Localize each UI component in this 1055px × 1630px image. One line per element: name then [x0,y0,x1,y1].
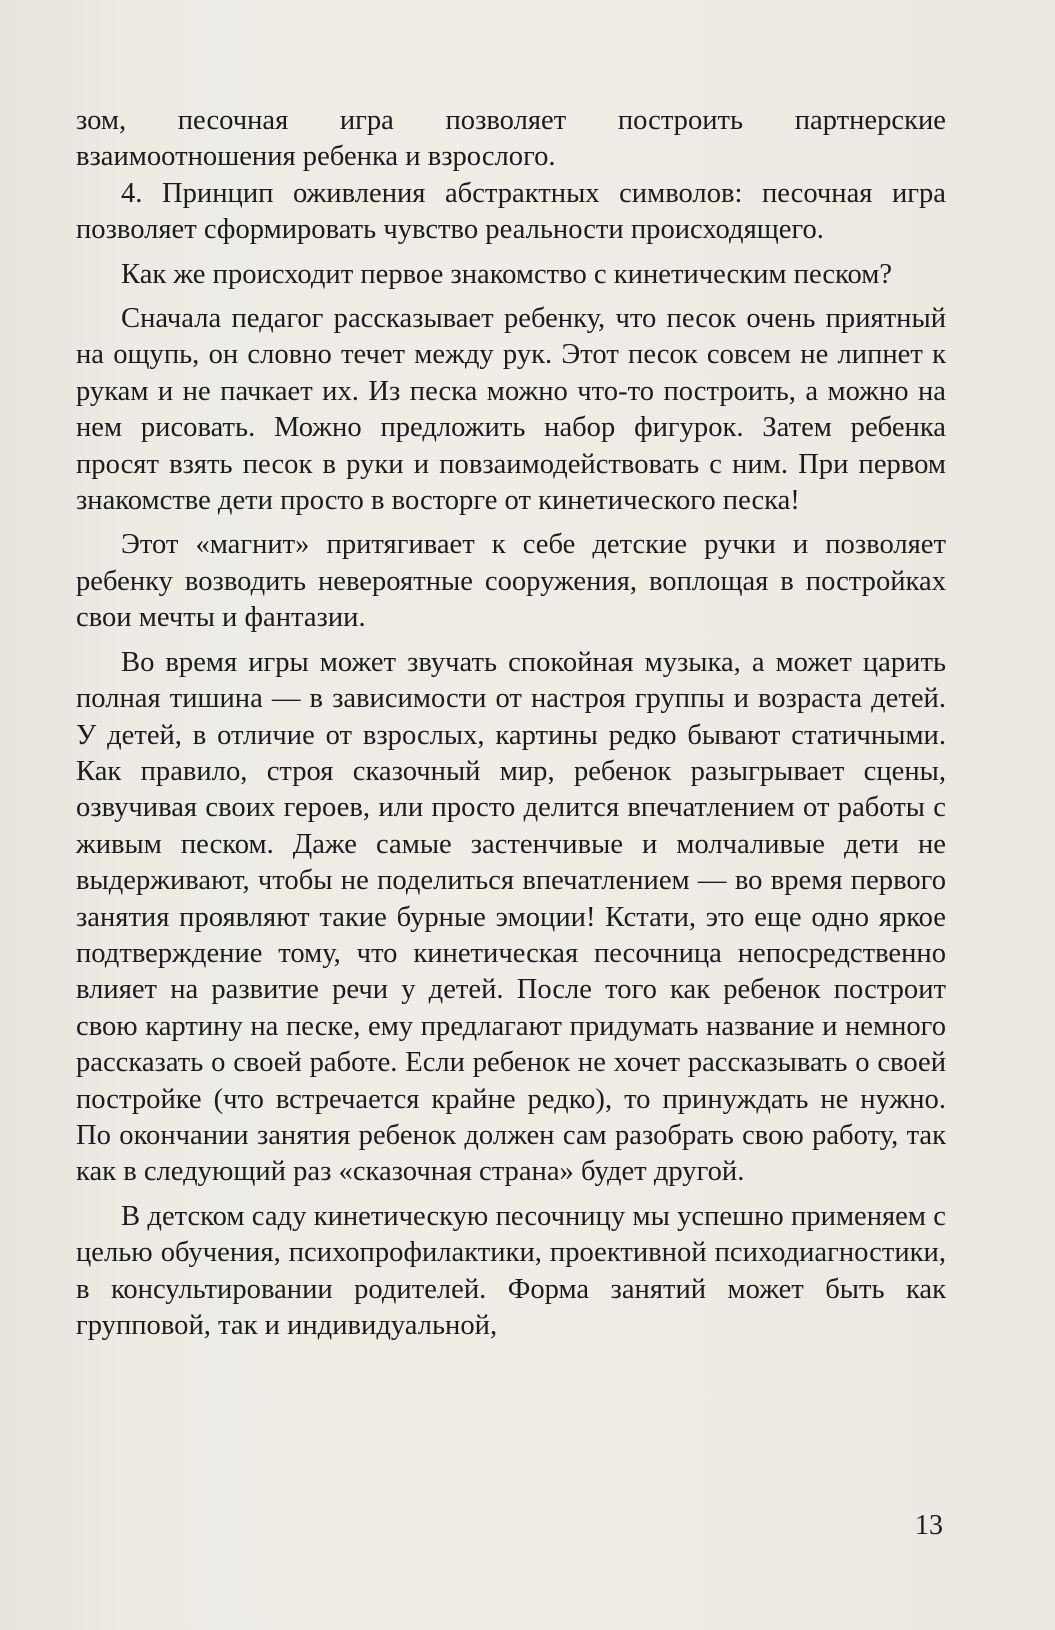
paragraph-magnet: Этот «магнит» притягивает к себе детские ручки и позволяет ребенку возводить невероятные сооружения, воплощая в постройках свои мечты и фантазии. [76,529,946,634]
paragraph-continuation: зом, песочная игра позволяет построить партнерские взаимоотношения ребенка и взрослого. [76,105,946,173]
page-number: 13 [915,1510,943,1541]
paragraph-question: Как же происходит первое знакомство с кинетическим песком? [121,258,893,290]
paragraph-principle-4: 4. Принцип оживления абстрактных символов: песочная игра позволяет сформировать чувство реальности происходящего. [76,177,946,246]
paragraph-kindergarten: В детском саду кинетическую песочницу мы успешно применяем с целью обучения, психопрофилактики, проективной психодиагностики, в консультировании родителей. Форма занятий может быть как групповой, так и индивидуальной, [76,1200,946,1341]
paragraph-during-play: Во время игры может звучать спокойная музыка, а может царить полная тишина — в зависимости от настроя группы и возраста детей. У детей, в отличие от взрослых, картины редко бывают статичными. Как правило, строя сказочный мир, ребенок разыгрывает сцены, озвучивая своих героев, или просто делится впечатлением от работы с живым песком. Даже самые застенчивые и молчаливые дети не выдерживают, чтобы не поделиться впечатлением — во время первого занятия проявляют такие бурные эмоции! Кстати, это еще одно яркое подтверждение тому, что кинетическая песочница непосредственно влияет на развитие речи у детей. После того как ребенок построит свою картину на песке, ему предлагают придумать название и немного рассказать о своей работе. Если ребенок не хочет рассказывать о своей постройке (что встречается крайне редко), то принуждать не нужно. По окончании занятия ребенок должен сам разобрать свою работу, так как в следующий раз «сказочная страна» будет другой. [76,646,946,1188]
body-text [76,103,946,1344]
paragraph-first-acquaintance: Сначала педагог рассказывает ребенку, что песок очень приятный на ощупь, он словно течет между рук. Этот песок совсем не липнет к рукам и не пачкает их. Из песка можно что-то построить, а можно на нем рисовать. Можно предложить набор фигурок. Затем ребенка просят взять песок в руки и повзаимодействовать с ним. При первом знакомстве дети просто в восторге от кинетического песка! [76,303,946,517]
